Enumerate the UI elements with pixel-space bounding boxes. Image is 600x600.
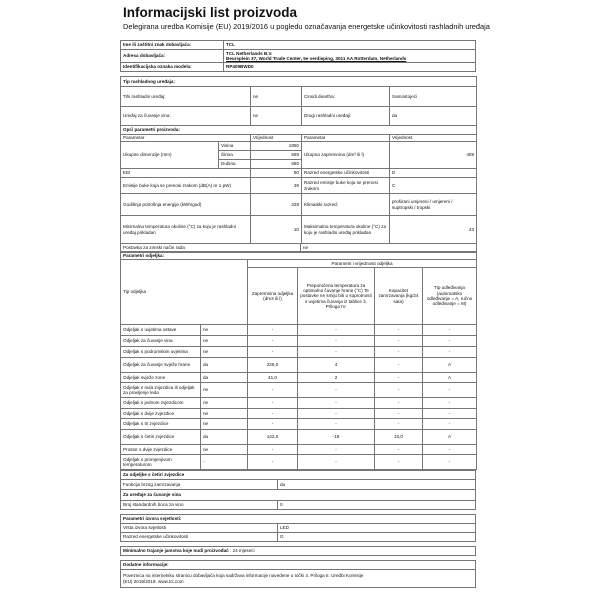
max-temperature-value: 43 (390, 216, 477, 244)
wine-bottles-value: 0 (278, 501, 476, 510)
compartment-freezing-capacity: - (375, 455, 423, 470)
compartment-temperature: - (298, 409, 375, 419)
climate-class-value: proširani umjereni / umjereni / suptropski / tropski (390, 194, 477, 216)
compartment-freezing-capacity: - (375, 373, 423, 383)
wine-bottles-label: Broj standardnih boca za vino (121, 501, 278, 510)
compartment-defrost-type: - (423, 419, 477, 430)
compartment-defrost-type: - (423, 336, 477, 347)
compartment-name: Odjeljak svježe zone (121, 373, 201, 383)
compartment-row (121, 383, 477, 398)
total-volume-value: 409 (390, 142, 477, 169)
width-value: 595 (251, 151, 302, 160)
compartment-volume: - (248, 398, 298, 409)
compartment-name: Odjeljak za čuvanje vina (121, 336, 201, 347)
compartment-temperature: - (298, 336, 375, 347)
additional-info-regulation: (EU) 2019/2019: (123, 578, 157, 584)
compartment-volume: - (248, 347, 298, 358)
guarantee-label: Minimalno trajanje jamstva koje nudi proizvođač (123, 548, 229, 554)
compartment-present: ne (201, 445, 248, 455)
compartment-volume: - (248, 455, 298, 470)
extra-sections-table (120, 470, 476, 588)
compartment-type-header: Tip odjeljka (121, 260, 248, 325)
winter-setting-value: ne (301, 244, 477, 252)
low-noise-label: Tihi rashladni uređaj: (121, 87, 251, 107)
temperature-header: Preporučena temperatura za optimalno čuvanje hrane (°C) Te postavke ne smiju biti u suprotnosti s uvjetima čuvanja iz tablice 3. Priloga IV. (298, 268, 375, 325)
compartment-volume: - (248, 409, 298, 419)
fast-freeze-value: da (278, 480, 476, 490)
compartment-params-header: Parametri i vrijednosti odjeljka (248, 260, 477, 268)
fast-freeze-label: Funkcija brzog zamrzavanja (121, 480, 278, 490)
supplier-address-line2: Beursplein 37, World Trade Center, 5e verdieping, 3011 AA Rotterdam, Netherlands (226, 56, 407, 61)
light-source-class-value: G (278, 533, 476, 542)
compartment-present: ne (201, 347, 248, 358)
supplier-table (120, 40, 476, 72)
compartment-freezing-capacity: - (375, 325, 423, 336)
compartment-volume: - (248, 383, 298, 398)
value-header-left: Vrijednost (251, 135, 302, 142)
energy-class-label: Razred energetske učinkovitosti (302, 169, 390, 178)
compartment-row (121, 347, 477, 358)
compartment-volume: 226,0 (248, 358, 298, 373)
compartment-freezing-capacity: - (375, 383, 423, 398)
compartment-row (121, 409, 477, 419)
min-temperature-label: Minimalna temperatura okoline (°C) za koju je rashladni uređaj prikladan (121, 216, 251, 244)
compartment-present: ne (201, 419, 248, 430)
compartment-temperature: - (298, 455, 375, 470)
supplier-name-value: TCL (224, 41, 476, 50)
freezing-capacity-header: Kapacitet zamrzavanja (kg/24 sata) (375, 268, 423, 325)
compartments-heading: Parametri odjeljka: (121, 253, 477, 260)
compartment-row (121, 419, 477, 430)
general-parameters-heading: Opći parametri proizvoda: (121, 126, 477, 135)
model-id-value: RP409BWD0 (224, 63, 476, 72)
height-label: Visina (219, 142, 251, 151)
compartment-temperature: - (298, 419, 375, 430)
compartment-present: ne (201, 409, 248, 419)
compartment-name: Odjeljak s promjenjivom temperaturom (121, 455, 201, 470)
compartment-present: ne (201, 383, 248, 398)
other-appliance-label: Drugi rashladni uređaji: (302, 107, 390, 126)
compartment-row (121, 398, 477, 409)
winter-setting-label: Postavka za zimski način rada (121, 244, 301, 252)
general-parameters-table (120, 76, 477, 252)
supplier-address-line1: TCL Netherlands B.V. (226, 50, 273, 56)
dimensions-label: Ukupne dimenzije (mm) (121, 142, 219, 169)
compartment-volume: - (248, 445, 298, 455)
guarantee-row (121, 547, 476, 556)
compartment-freezing-capacity: - (375, 336, 423, 347)
compartment-freezing-capacity: - (375, 409, 423, 419)
compartment-name: Prostor s dvije zvjezdice (121, 445, 201, 455)
noise-class-value: C (390, 178, 477, 194)
page-title: Informacijski list proizvoda (123, 5, 298, 20)
guarantee-value: : 24 mjeseci (229, 548, 255, 554)
annual-consumption-label: Godišnja potrošnja energije (kWh/god) (121, 194, 251, 216)
compartment-row (121, 430, 477, 445)
low-noise-value: ne (251, 87, 302, 107)
compartment-defrost-type: A (423, 358, 477, 373)
defrost-type-header: Tip odleđivanja (automatsko odleđivanje = A, ručno odleđivanje = M) (423, 268, 477, 325)
compartment-volume: - (248, 419, 298, 430)
compartment-temperature: 2 (298, 373, 375, 383)
compartments-table (120, 252, 477, 470)
product-information-sheet (120, 40, 476, 588)
compartment-present: da (201, 373, 248, 383)
compartment-row (121, 358, 477, 373)
compartment-row (121, 325, 477, 336)
noise-emission-label: Emisije buke koja se prenosi zrakom (dB(A) re 1 pW) (121, 178, 251, 194)
compartment-temperature: -18 (298, 430, 375, 445)
energy-class-value: D (390, 169, 477, 178)
compartment-name: Odjeljak s uvjetima ostave (121, 325, 201, 336)
design-type-label: Cinsdi deartha: (302, 87, 390, 107)
eei-label: EEI (121, 169, 251, 178)
compartment-name: Odjeljak s jednom zvjezdicom (121, 398, 201, 409)
appliance-type-heading: Tip rashladnog uređaja: (121, 77, 477, 87)
compartment-defrost-type: - (423, 445, 477, 455)
compartment-present: - (201, 455, 248, 470)
other-appliance-value: da (390, 107, 477, 126)
model-id-label: Identifikacijska oznaka modela: (121, 63, 224, 72)
compartment-defrost-type: - (423, 383, 477, 398)
compartment-volume: 41,0 (248, 373, 298, 383)
compartment-present: da (201, 358, 248, 373)
design-type-value: Samostojeći (390, 87, 477, 107)
compartment-name: Odjeljak s četiri zvjezdice (121, 430, 201, 445)
additional-info-line2 (123, 579, 473, 584)
wine-storage-label: Uređaj za čuvanje vina: (121, 107, 251, 126)
compartment-temperature: - (298, 325, 375, 336)
light-source-heading: Parametri izvora svjetlosti: (121, 515, 476, 524)
compartment-defrost-type: A (423, 430, 477, 445)
supplier-name-label: Ime ili zaštitni znak dobavljača: (121, 41, 224, 50)
compartment-freezing-capacity: - (375, 347, 423, 358)
depth-label: Dubina (219, 160, 251, 169)
four-star-heading: Za odjeljke s četiri zvjezdice (121, 471, 476, 480)
compartment-rows (121, 325, 477, 470)
compartment-temperature: - (298, 347, 375, 358)
compartment-present: ne (201, 325, 248, 336)
compartment-defrost-type: - (423, 409, 477, 419)
compartment-volume: - (248, 325, 298, 336)
compartment-temperature: 4 (298, 358, 375, 373)
light-source-class-label: Razred energetske učinkovitosti (121, 533, 278, 542)
compartment-name: Odjeljak s podrumskim uvjetima (121, 347, 201, 358)
compartment-freezing-capacity: 10,0 (375, 430, 423, 445)
compartment-volume: 142,0 (248, 430, 298, 445)
compartment-temperature: - (298, 383, 375, 398)
climate-class-label: Klimatski razred: (302, 194, 390, 216)
additional-info-heading: Dodatne informacije: (121, 561, 476, 570)
compartment-row (121, 373, 477, 383)
compartment-freezing-capacity: - (375, 398, 423, 409)
supplier-address-label: Adresa dobavljača: (121, 50, 224, 63)
height-value: 1850 (251, 142, 302, 151)
compartment-row (121, 336, 477, 347)
additional-info-line1: Poveznica na internetsku stranicu dobavljača koja sadržava informacije navedene u točki 4. Priloga II. Uredbi Komisije (123, 573, 364, 579)
compartment-name: Odjeljak s nula zvjezdica ili odjeljak za pravljenje leda (121, 383, 201, 398)
max-temperature-label: Maksimalna temperatura okoline (°C) za koju je rashladni uređaj prikladan (302, 216, 390, 244)
light-source-type-label: Vrsta izvora svjetlosti (121, 524, 278, 533)
supplier-website-link[interactable]: www.tcl.com (158, 578, 184, 584)
compartment-defrost-type: - (423, 398, 477, 409)
wine-storage-value: ne (251, 107, 302, 126)
compartment-defrost-type: - (423, 325, 477, 336)
value-header-right: Vrijednost (390, 135, 477, 142)
compartment-temperature: - (298, 398, 375, 409)
eei-value: 80 (251, 169, 302, 178)
compartment-defrost-type: - (423, 455, 477, 470)
additional-info-text (121, 570, 476, 588)
compartment-volume: - (248, 336, 298, 347)
depth-value: 680 (251, 160, 302, 169)
compartment-freezing-capacity: - (375, 358, 423, 373)
compartment-defrost-type: A (423, 373, 477, 383)
compartment-row (121, 445, 477, 455)
volume-header: Zapremnina odjeljka (dm3 ili l) (248, 268, 298, 325)
compartment-freezing-capacity: - (375, 445, 423, 455)
noise-emission-value: 39 (251, 178, 302, 194)
compartment-present: da (201, 430, 248, 445)
compartment-name: Odjeljak za čuvanje svježe hrane (121, 358, 201, 373)
page-subtitle: Delegirana uredba Komisije (EU) 2019/2016 u pogledu označavanja energetske učinkovitosti rashladnih uređaja (123, 22, 490, 31)
noise-class-label: Razred emisije buke koja se prenosi zrakom (302, 178, 390, 194)
compartment-name: Odjeljak s dvije zvjezdice (121, 409, 201, 419)
supplier-address-value (224, 50, 476, 63)
light-source-type-value: LED (278, 524, 476, 533)
min-temperature-value: 10 (251, 216, 302, 244)
wine-storage-heading: Za uređaje za čuvanje vina (121, 490, 476, 501)
compartment-present: ne (201, 398, 248, 409)
compartment-name: Odjeljak s tri zvjezdice (121, 419, 201, 430)
param-header-left: Parametar (121, 135, 251, 142)
compartment-freezing-capacity: - (375, 419, 423, 430)
compartment-row (121, 455, 477, 470)
annual-consumption-value: 228 (251, 194, 302, 216)
compartment-temperature: - (298, 445, 375, 455)
compartment-defrost-type: - (423, 347, 477, 358)
compartment-present: ne (201, 336, 248, 347)
width-label: Širina (219, 151, 251, 160)
total-volume-label: Ukupna zapremnina (dm³ ili l) (302, 142, 390, 169)
param-header-right: Parametar (302, 135, 390, 142)
